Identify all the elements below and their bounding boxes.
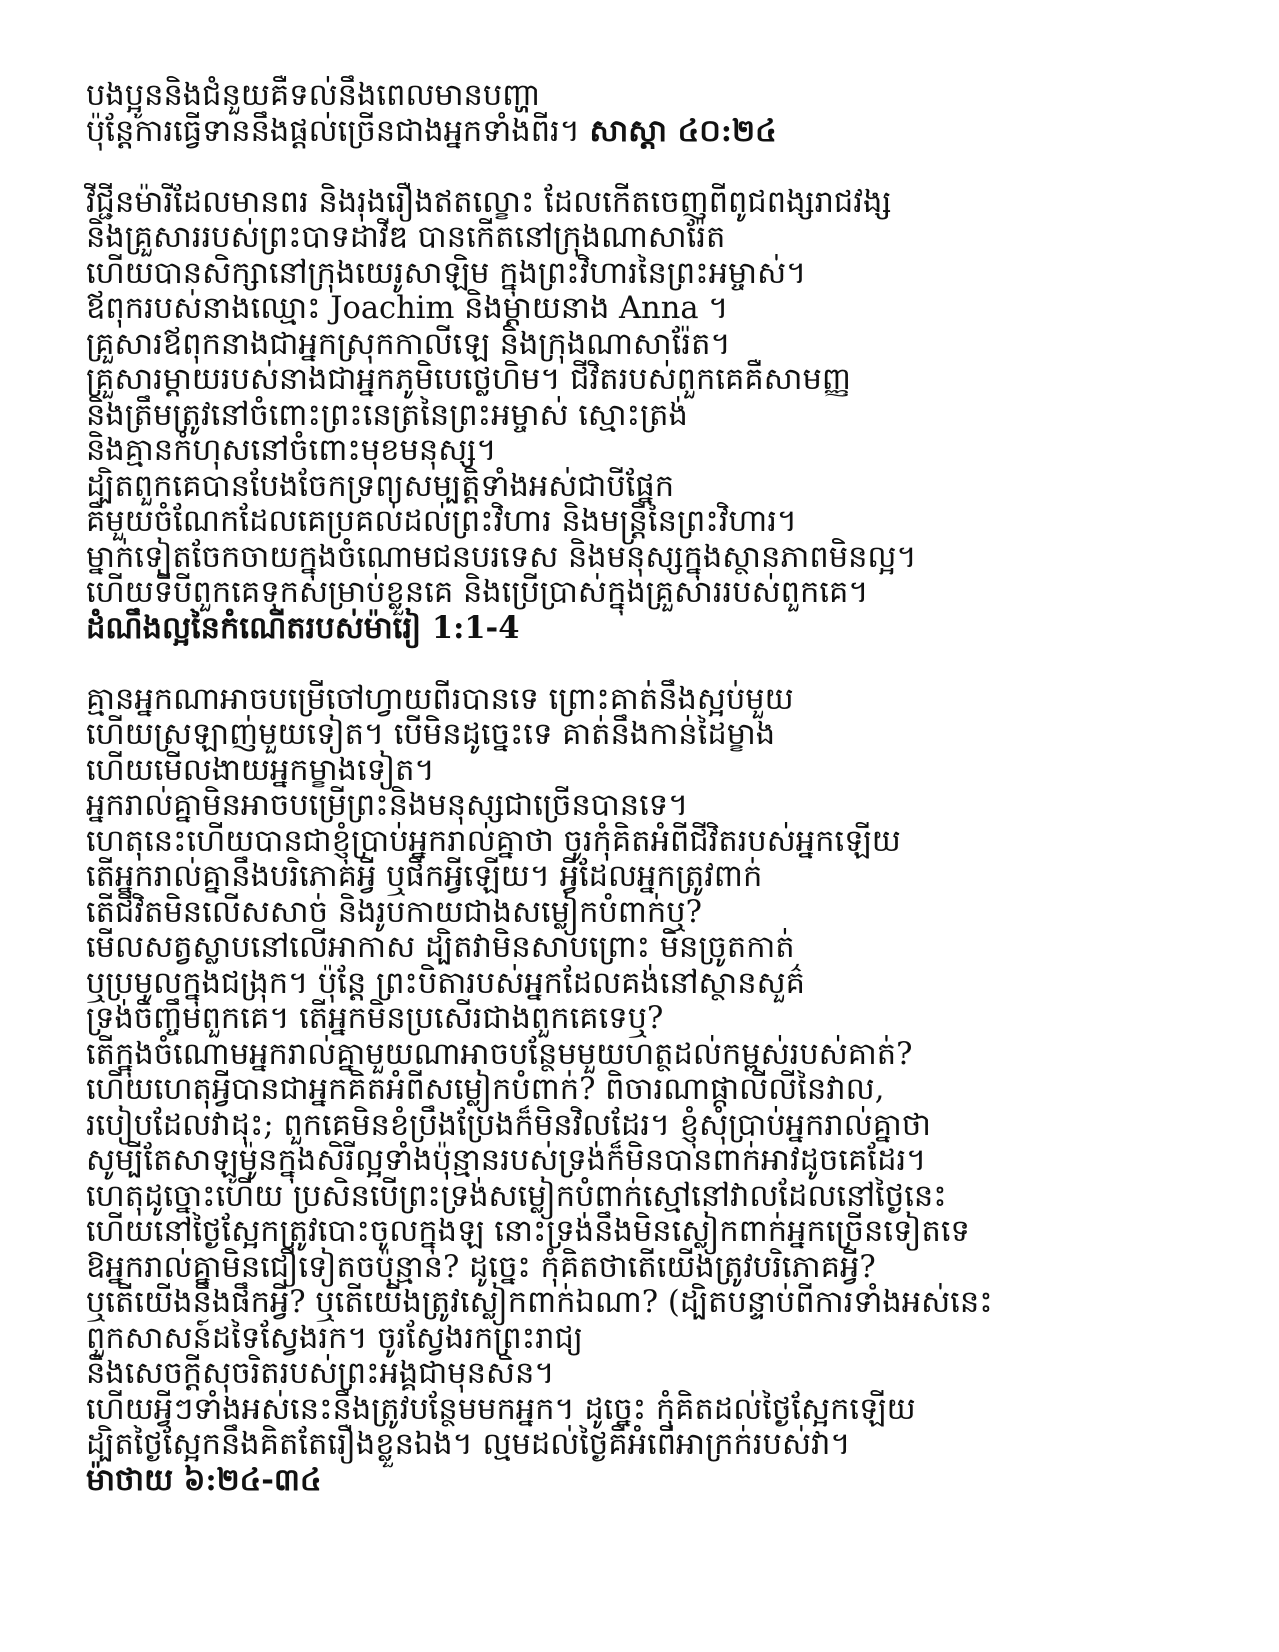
text-line: និងសេចក្ដីសុចរិតរបស់ព្រះអង្គជាមុនសិន។ [86, 1356, 555, 1391]
text-line: ហើយទីបីពួកគេទុកសម្រាប់ខ្លួនគេ និងប្រើប្រាស់ក្នុងគ្រួសាររបស់ពួកគេ។ [86, 575, 869, 610]
text-line: ឪពុករបស់នាងឈ្មោះ Joachim និងម្ដាយនាង Anna ។ [86, 291, 729, 326]
text-line: ហើយមើលងាយអ្នកម្ខាងទៀត។ [86, 752, 435, 788]
text-line: ហើយអ្វីៗទាំងអស់នេះនឹងត្រូវបន្ថែមមកអ្នក។ ដូច្នេះ កុំគិតដល់ថ្ងៃស្អែកឡើយ [86, 1391, 916, 1427]
passage-sirach [86, 78, 1189, 149]
text-line: ដ្បិតថ្ងៃស្អែកនឹងគិតតែរឿងខ្លួនឯង។ ល្មមដល់ថ្ងៃគឺអំពើអាក្រក់របស់វា។ [86, 1427, 851, 1462]
text-line: ពួកសាសន៍ដទៃស្វែងរក។ ចូរស្វែងរកព្រះរាជ្យ [86, 1320, 583, 1356]
text-line: គ្មានអ្នកណាអាចបម្រើចៅហ្វាយពីរបានទេ ព្រោះគាត់នឹងស្អប់មួយ [86, 681, 794, 717]
text-line: ហេតុនេះហើយបានជាខ្ញុំប្រាប់អ្នករាល់គ្នាថា ចូរកុំគិតអំពីជីវិតរបស់អ្នកឡើយ [86, 823, 901, 859]
text-line [86, 114, 1189, 150]
text-line: របៀបដែលវាដុះ; ពួកគេមិនខំប្រឹងប្រែងក៏មិនវិលដែរ។ ខ្ញុំសុំប្រាប់អ្នករាល់គ្នាថា [86, 1107, 931, 1143]
text-line: តើក្នុងចំណោមអ្នករាល់គ្នាមួយណាអាចបន្ថែមមួយហត្ថដល់កម្ពស់របស់គាត់? [86, 1036, 913, 1072]
text-line: តើអ្នករាល់គ្នានឹងបរិភោគអ្វី ឬផឹកអ្វីឡើយ។ អ្វីដែលអ្នកត្រូវពាក់ [86, 859, 763, 894]
text-line-body: ប៉ុន្តែការធ្វើទាននឹងផ្តល់ច្រើនជាងអ្នកទាំងពីរ។ [86, 113, 590, 149]
text-line: ហើយបានសិក្សានៅក្រុងយេរូសាឡិម ក្នុងព្រះវិហារនៃព្រះអម្ចាស់។ [86, 255, 807, 291]
text-line: ហើយនៅថ្ងៃស្អែកត្រូវបោះចូលក្នុងឡ នោះទ្រង់នឹងមិនស្លៀកពាក់អ្នកច្រើនទៀតទេ [86, 1214, 970, 1249]
passage-matthew [86, 682, 1189, 1499]
text-line: ហេតុដូច្នោះហើយ ប្រសិនបើព្រះទ្រង់សម្លៀកបំពាក់ស្មៅនៅវាលដែលនៅថ្ងៃនេះ [86, 1178, 947, 1214]
scripture-reference: សាស្ដា ៤០:២៤ [589, 112, 777, 149]
text-line: បងប្អូននិងជំនួយគឺទល់នឹងពេលមានបញ្ហា [86, 78, 541, 113]
scripture-reference: ដំណឹងល្អនៃកំណើតរបស់ម៉ារៀ 1:1-4 [86, 609, 520, 646]
text-line: និងគ្មានកំហុសនៅចំពោះមុខមនុស្ស។ [86, 433, 497, 468]
text-line: អ្នករាល់គ្នាមិនអាចបម្រើព្រះនិងមនុស្សជាច្រើនបានទេ។ [86, 788, 689, 823]
text-line: ឱអ្នករាល់គ្នាមិនជឿទៀតចប៉ុន្មាន? ដូច្នេះ កុំគិតថាតើយើងត្រូវបរិភោគអ្វី? [86, 1249, 876, 1285]
scripture-reference: ម៉ាថាយ ៦:២៤-៣៤ [86, 1461, 322, 1498]
text-line: និងគ្រួសាររបស់ព្រះបាទដាវីឌ បានកើតនៅក្រុងណាសារ៉ែត [86, 220, 726, 255]
text-line: មើលសត្វស្លាបនៅលើអាកាស ដ្បិតវាមិនសាបព្រោះ មិនច្រូតកាត់ [86, 930, 795, 965]
text-line: ទ្រង់ចិញ្ចឹមពួកគេ។ តើអ្នកមិនប្រសើរជាងពួកគេទេឬ? [86, 1001, 664, 1036]
text-line: គ្រួសារម្ដាយរបស់នាងជាអ្នកភូមិបេថ្លេហិម។ ជីវិតរបស់ពួកគេគឺសាមញ្ញ [86, 362, 851, 397]
text-line: ឬតើយើងនឹងផឹកអ្វី? ឬតើយើងត្រូវស្លៀកពាក់ឯណា? (ដ្បិតបន្ទាប់ពីការទាំងអស់នេះ [86, 1285, 993, 1320]
text-line: ហើយហេតុអ្វីបានជាអ្នកគិតអំពីសម្លៀកបំពាក់? ពិចារណាផ្កាលីលីនៃវាល, [86, 1072, 885, 1107]
text-line: សូម្បីតែសាឡូម៉ូនក្នុងសិរីល្អទាំងប៉ុន្មានរបស់ទ្រង់ក៏មិនបានពាក់អាវដូចគេដែរ។ [86, 1143, 927, 1178]
text-line: គឺមួយចំណែកដែលគេប្រគល់ដល់ព្រះវិហារ និងមន្ត្រីនៃព្រះវិហារ។ [86, 504, 797, 539]
text-line: គ្រួសារឪពុកនាងជាអ្នកស្រុកកាលីឡេ និងក្រុងណាសារ៉ែត។ [86, 326, 731, 362]
passage-nativity-of-mary [86, 185, 1189, 647]
text-line: ឬប្រមូលក្នុងជង្រុក។ ប៉ុន្តែ ព្រះបិតារបស់អ្នកដែលគង់នៅស្ថានសួគ៌ [86, 965, 806, 1001]
text-line: តើជីវិតមិនលើសសាច់ និងរូបកាយជាងសម្លៀកបំពាក់ឬ? [86, 894, 702, 930]
text-line: ហើយស្រឡាញ់មួយទៀត។ បើមិនដូច្នេះទេ គាត់នឹងកាន់ដៃម្ខាង [86, 717, 776, 752]
text-line: ដ្បិតពួកគេបានបែងចែកទ្រព្យសម្បត្តិទាំងអស់ជាបីផ្នែក [86, 468, 675, 504]
text-line: ម្នាក់ទៀតចែកចាយក្នុងចំណោមជនបរទេស និងមនុស្សក្នុងស្ថានភាពមិនល្អ។ [86, 539, 917, 575]
text-line: វីជ្ជីនម៉ារីដែលមានពរ និងរុងរឿងឥតល្ខោះ ដែលកើតចេញពីពូជពង្សរាជវង្ស [86, 184, 892, 220]
text-line: និងត្រឹមត្រូវនៅចំពោះព្រះនេត្រនៃព្រះអម្ចាស់ ស្មោះត្រង់ [86, 397, 688, 433]
